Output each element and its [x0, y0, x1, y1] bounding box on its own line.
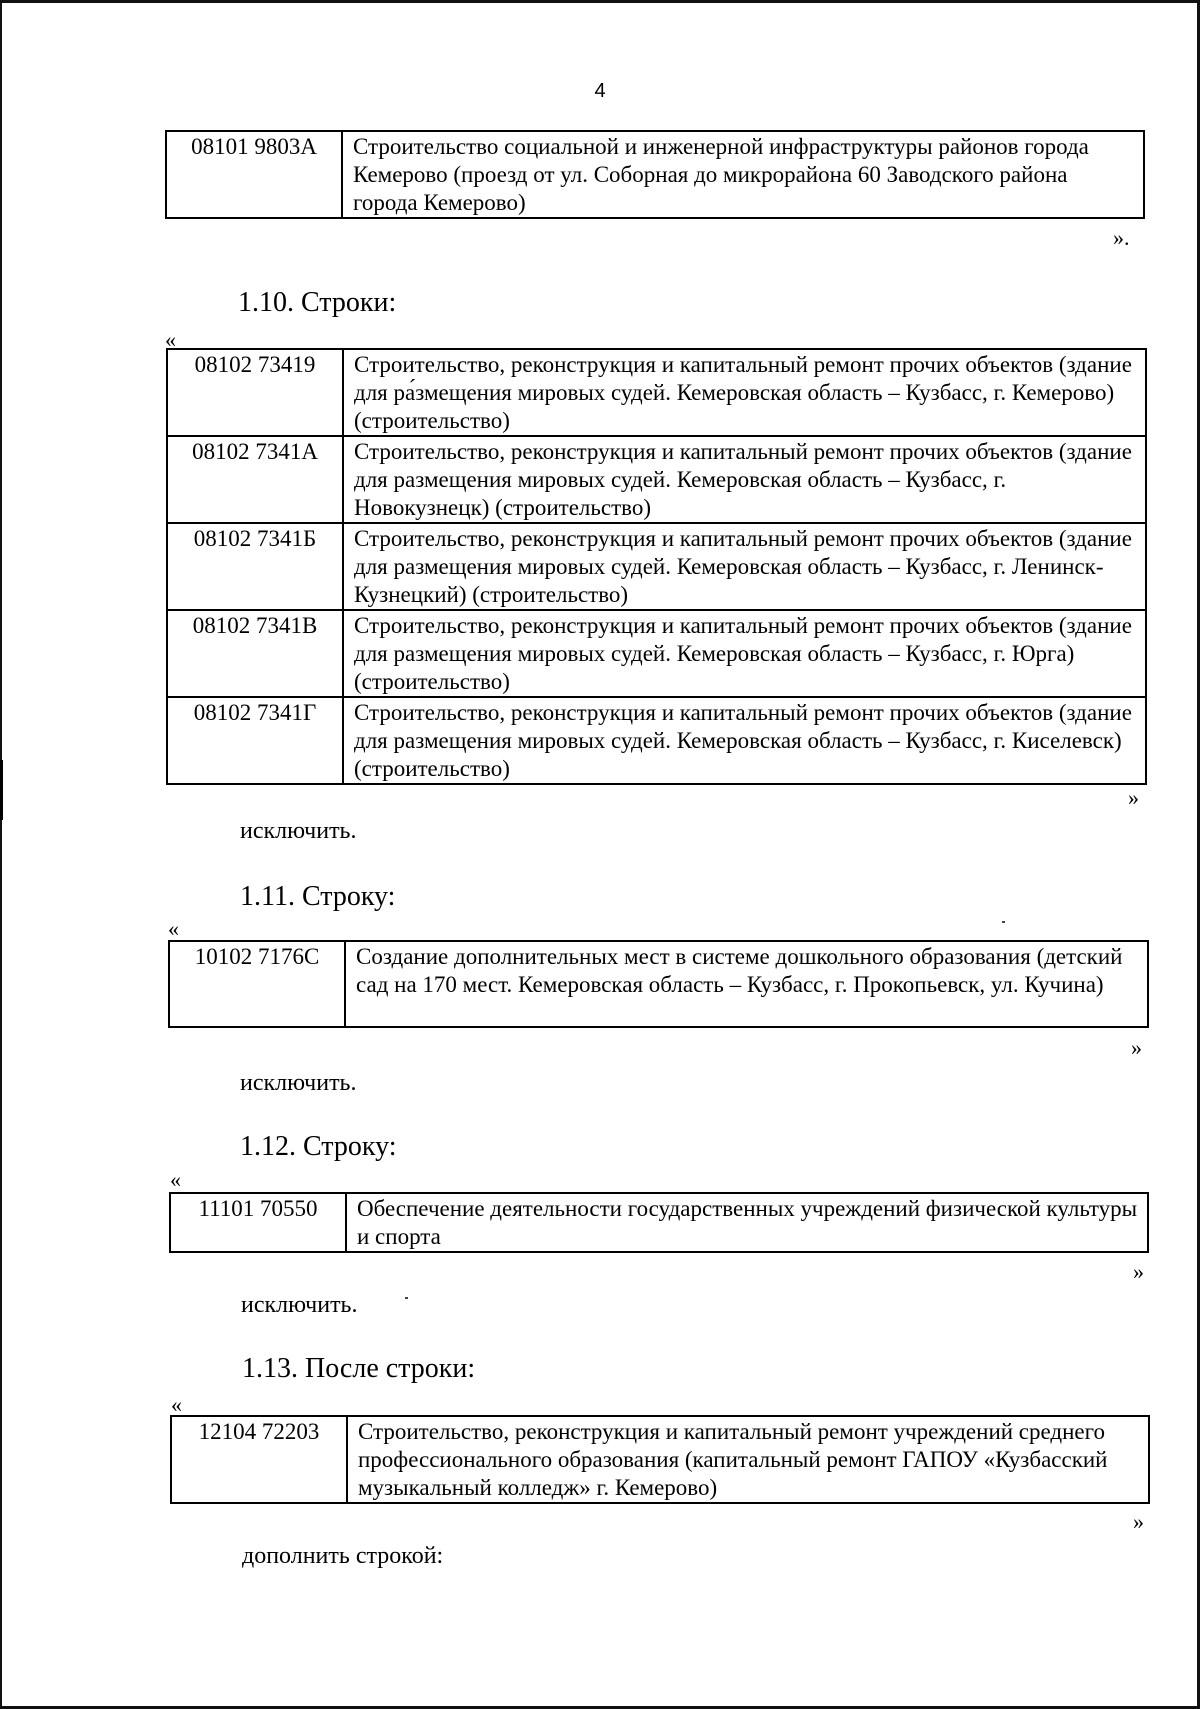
action-text: дополнить строкой:	[242, 1543, 444, 1569]
row-code: 08101 9803А	[166, 131, 342, 218]
scan-border-top	[0, 0, 1200, 3]
section-heading-1-11: 1.11. Строку:	[240, 881, 396, 912]
table-row	[171, 1416, 1149, 1503]
row-code: 10102 7176С	[169, 941, 345, 1027]
row-code: 12104 72203	[171, 1416, 347, 1503]
close-quote: »	[1133, 1259, 1144, 1284]
row-text: Строительство, реконструкция и капитальный ремонт прочих объектов (здание для размещения мировых судей. Кемеровская область – Кузбасс, г. Юрга) (строительство)	[343, 610, 1146, 697]
table-row	[167, 523, 1146, 610]
table-row	[167, 610, 1146, 697]
row-text: Строительство, реконструкция и капитальный ремонт прочих объектов (здание для ра́змещения мировых судей. Кемеровская область – Кузбасс, г. Кемерово) (строительство)	[343, 349, 1146, 436]
row-code: 08102 73419	[167, 349, 343, 436]
table-1-13	[170, 1415, 1150, 1504]
row-code: 08102 7341В	[167, 610, 343, 697]
row-text: Обеспечение деятельности государственных учреждений физической культуры и спорта	[346, 1193, 1148, 1252]
close-quote: »	[1128, 785, 1139, 810]
row-code: 11101 70550	[170, 1193, 346, 1252]
open-quote: «	[171, 1392, 182, 1417]
open-quote: «	[165, 327, 176, 352]
row-text: Строительство, реконструкция и капитальный ремонт прочих объектов (здание для размещения мировых судей. Кемеровская область – Кузбасс, г. Новокузнецк) (строительство)	[343, 436, 1146, 523]
table-row	[170, 1193, 1148, 1252]
table-row	[167, 697, 1146, 784]
action-text: исключить.	[241, 1292, 358, 1318]
table-1-12	[169, 1192, 1149, 1253]
action-text: исключить.	[240, 1070, 357, 1096]
close-quote: »	[1131, 1035, 1142, 1060]
table-row	[169, 941, 1148, 1027]
row-code: 08102 7341Б	[167, 523, 343, 610]
scan-edge-mark	[0, 760, 3, 820]
table-1-11	[168, 940, 1149, 1028]
row-text: Строительство, реконструкция и капитальный ремонт учреждений среднего профессионального образования (капитальный ремонт ГАПОУ «Кузбасский музыкальный колледж» г. Кемерово)	[347, 1416, 1149, 1503]
close-quote: ».	[1113, 225, 1130, 250]
table-top	[165, 130, 1145, 219]
scan-speck	[1002, 921, 1005, 923]
table-row	[167, 436, 1146, 523]
section-heading-1-12: 1.12. Строку:	[240, 1131, 397, 1162]
row-text: Строительство социальной и инженерной инфраструктуры районов города Кемерово (проезд от ул. Соборная до микрорайона 60 Заводского района города Кемерово)	[342, 131, 1144, 218]
row-code: 08102 7341А	[167, 436, 343, 523]
row-text: Строительство, реконструкция и капитальный ремонт прочих объектов (здание для размещения мировых судей. Кемеровская область – Кузбасс, г. Ленинск-Кузнецкий) (строительство)	[343, 523, 1146, 610]
page-number: 4	[594, 80, 606, 102]
scan-border-left	[0, 0, 2, 1709]
section-heading-1-13: 1.13. После строки:	[242, 1353, 476, 1384]
action-text: исключить.	[240, 818, 357, 844]
row-text: Создание дополнительных мест в системе дошкольного образования (детский сад на 170 мест. Кемеровская область – Кузбасс, г. Прокопьевск, ул. Кучина)	[345, 941, 1148, 1027]
table-row	[166, 131, 1144, 218]
section-heading-1-10: 1.10. Строки:	[238, 287, 397, 318]
close-quote: »	[1133, 1509, 1144, 1534]
table-row	[167, 349, 1146, 436]
row-text: Строительство, реконструкция и капитальный ремонт прочих объектов (здание для размещения мировых судей. Кемеровская область – Кузбасс, г. Киселевск) (строительство)	[343, 697, 1146, 784]
row-code: 08102 7341Г	[167, 697, 343, 784]
table-1-10	[166, 348, 1147, 785]
open-quote: «	[170, 1167, 181, 1192]
scan-speck	[405, 1297, 408, 1299]
open-quote: «	[168, 916, 179, 941]
